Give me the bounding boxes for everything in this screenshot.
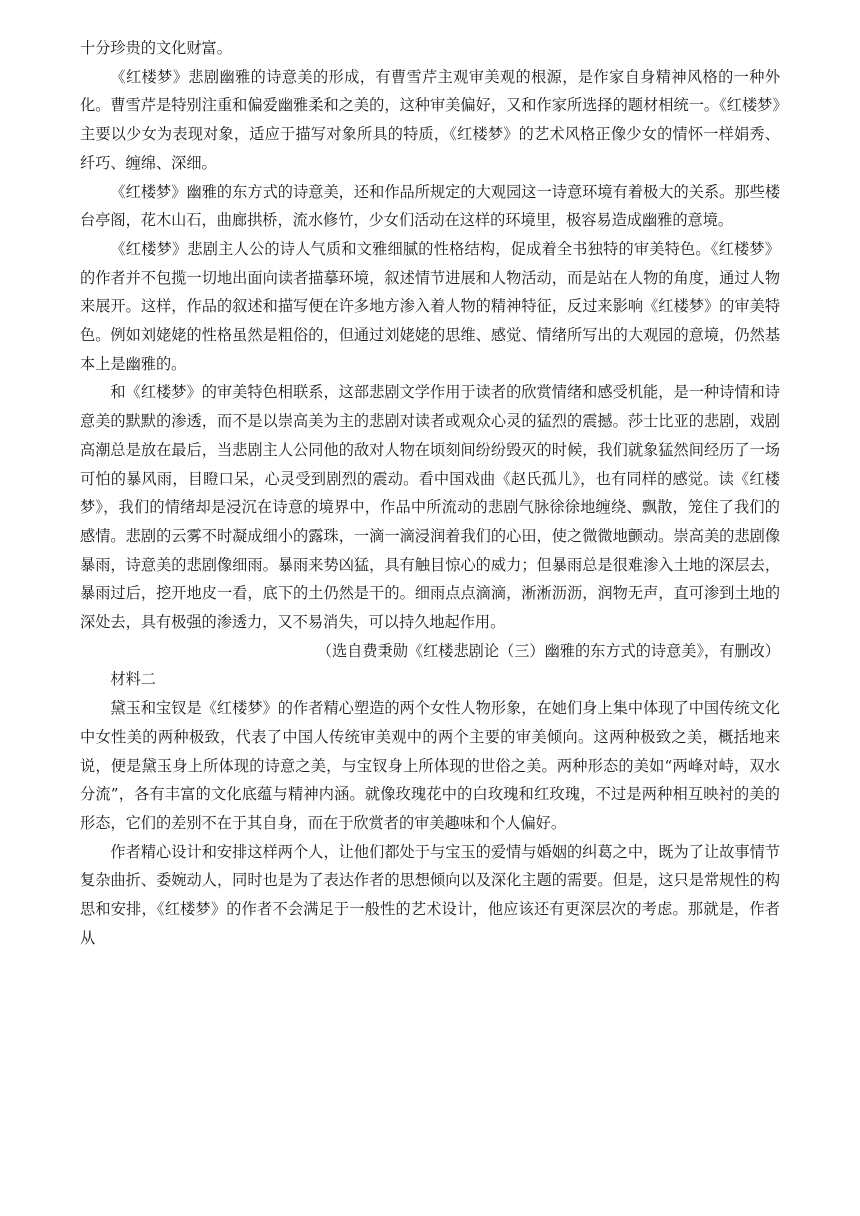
material-one-paragraph-2: 《红楼梦》幽雅的东方式的诗意美，还和作品所规定的大观园这一诗意环境有着极大的关系。那些楼台亭阁，花木山石，曲廊拱桥，流水修竹，少女们活动在这样的环境里，极容易造成幽雅的意境。 [80,182,780,230]
source-citation: （选自费秉勋《红楼悲剧论（三）幽雅的东方式的诗意美》，有删改） [316,641,780,660]
document-page [80,34,780,953]
material-two-heading: 材料二 [110,670,156,689]
material-two-paragraph-1: 黛玉和宝钗是《红楼梦》的作者精心塑造的两个女性人物形象，在她们身上集中体现了中国传统文化中女性美的两种极致，代表了中国人传统审美观中的两个主要的审美倾向。这两种极致之美，概括地来说，便是黛玉身上所体现的诗意之美，与宝钗身上所体现的世俗之美。两种形态的美如“两峰对峙，双水分流”，各有丰富的文化底蕴与精神内涵。就像玫瑰花中的白玫瑰和红玫瑰，不过是两种相互映衬的美的形态，它们的差别不在于其自身，而在于欣赏者的审美趣味和个人偏好。 [80,699,780,832]
material-two-paragraph-2: 作者精心设计和安排这样两个人，让他们都处于与宝玉的爱情与婚姻的纠葛之中，既为了让故事情节复杂曲折、委婉动人，同时也是为了表达作者的思想倾向以及深化主题的需要。但是，这只是常规性的构思和安排，《红楼梦》的作者不会满足于一般性的艺术设计，他应该还有更深层次的考虑。那就是，作者从 [80,842,780,947]
material-one-paragraph-1: 《红楼梦》悲剧幽雅的诗意美的形成，有曹雪芹主观审美观的根源，是作家自身精神风格的一种外化。曹雪芹是特别注重和偏爱幽雅柔和之美的，这种审美偏好，又和作家所选择的题材相统一。《红楼梦》主要以少女为表现对象，适应于描写对象所具的特质，《红楼梦》的艺术风格正像少女的情怀一样娟秀、纤巧、缠绵、深细。 [80,67,780,172]
material-one-paragraph-3: 《红楼梦》悲剧主人公的诗人气质和文雅细腻的性格结构，促成着全书独特的审美特色。《红楼梦》的作者并不包揽一切地出面向读者描摹环境，叙述情节进展和人物活动，而是站在人物的角度，通过人物来展开。这样，作品的叙述和描写便在许多地方渗入着人物的精神特征，反过来影响《红楼梦》的审美特色。例如刘姥姥的性格虽然是粗俗的，但通过刘姥姥的思维、感觉、情绪所写出的大观园的意境，仍然基本上是幽雅的。 [80,239,780,373]
continuation-line: 十分珍贵的文化财富。 [80,39,232,57]
material-one-paragraph-4: 和《红楼梦》的审美特色相联系，这部悲剧文学作用于读者的欣赏情绪和感受机能，是一种诗情和诗意美的默默的渗透，而不是以崇高美为主的悲剧对读者或观众心灵的猛烈的震撼。莎士比亚的悲剧，戏剧高潮总是放在最后，当悲剧主人公同他的敌对人物在顷刻间纷纷毁灭的时候，我们就象猛然间经历了一场可怕的暴风雨，目瞪口呆，心灵受到剧烈的震动。看中国戏曲《赵氏孤儿》，也有同样的感觉。读《红楼梦》，我们的情绪却是浸沉在诗意的境界中，作品中所流动的悲剧气脉徐徐地缠绕、飘散，笼住了我们的感情。悲剧的云雾不时凝成细小的露珠，一滴一滴浸润着我们的心田，使之微微地颤动。崇高美的悲剧像暴雨，诗意美的悲剧像细雨。暴雨来势凶猛，具有触目惊心的威力；但暴雨总是很难渗入土地的深层去，暴雨过后，挖开地皮一看，底下的土仍然是干的。细雨点点滴滴，淅淅沥沥，润物无声，直可渗到土地的深处去，具有极强的渗透力，又不易消失，可以持久地起作用。 [80,383,780,632]
